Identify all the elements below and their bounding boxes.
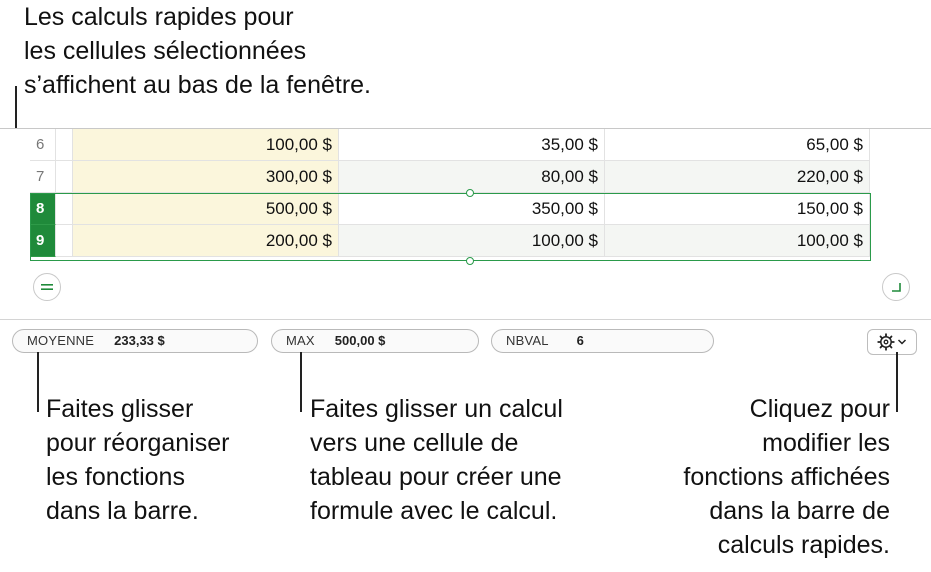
quick-calc-value: 500,00 $: [334, 333, 386, 348]
quick-calc-settings-button[interactable]: [867, 329, 917, 355]
table-cell[interactable]: 200,00 $: [73, 225, 339, 257]
table-cell[interactable]: 65,00 $: [605, 129, 870, 161]
quick-calc-value: 233,33 $: [114, 333, 165, 348]
row-header-selected[interactable]: 8: [30, 193, 56, 225]
table-cell[interactable]: 300,00 $: [73, 161, 339, 193]
callout-text-line: fonctions affichées: [683, 463, 890, 491]
table-cell[interactable]: 350,00 $: [339, 193, 605, 225]
callout-left: [46, 392, 229, 528]
selection-handle-top[interactable]: [466, 189, 474, 197]
callout-right: [683, 392, 890, 562]
table-cell[interactable]: 100,00 $: [73, 129, 339, 161]
quick-calc-item[interactable]: [12, 329, 258, 353]
callout-text-line: vers une cellule de: [310, 429, 519, 457]
gear-icon: [877, 333, 895, 351]
row-spacer: [56, 225, 73, 257]
row-header[interactable]: 6: [30, 129, 56, 161]
row-header-selected[interactable]: 9: [30, 225, 56, 257]
quick-calc-function: MOYENNE: [27, 333, 95, 348]
quick-calc-item[interactable]: [271, 329, 479, 353]
callout-text-line: Faites glisser un calcul: [310, 395, 563, 423]
corner-resize-icon: [889, 280, 903, 294]
quick-calc-item[interactable]: [491, 329, 714, 353]
table-cell[interactable]: 100,00 $: [605, 225, 870, 257]
callout-text-line: tableau pour créer une: [310, 463, 562, 491]
callout-text-line: Les calculs rapides pour: [24, 3, 294, 31]
quick-calc-function: MAX: [286, 333, 315, 348]
callout-text-line: pour réorganiser: [46, 429, 230, 457]
equals-icon: [40, 282, 54, 292]
callout-top: [24, 0, 371, 102]
table-cell[interactable]: 100,00 $: [339, 225, 605, 257]
callout-text-line: calculs rapides.: [717, 531, 890, 559]
row-spacer: [56, 161, 73, 193]
quick-calc-function: NBVAL: [506, 333, 549, 348]
callout-text-line: dans la barre.: [46, 497, 199, 525]
callout-text-line: s’affichent au bas de la fenêtre.: [24, 71, 371, 99]
callout-middle: [310, 392, 563, 528]
resize-table-button[interactable]: [882, 273, 910, 301]
chevron-down-icon: [897, 338, 907, 346]
table-cell[interactable]: 150,00 $: [605, 193, 870, 225]
table-cell[interactable]: 80,00 $: [339, 161, 605, 193]
row-header[interactable]: 7: [30, 161, 56, 193]
selection-handle-bottom[interactable]: [466, 257, 474, 265]
row-spacer: [56, 193, 73, 225]
table-cell[interactable]: 35,00 $: [339, 129, 605, 161]
callout-leader-line: [300, 352, 302, 412]
quick-calc-value: 6: [576, 333, 584, 348]
callout-text-line: les fonctions: [46, 463, 185, 491]
callout-text-line: Cliquez pour: [749, 395, 890, 423]
callout-text-line: modifier les: [762, 429, 890, 457]
callout-leader-line: [896, 352, 898, 412]
add-row-button[interactable]: [33, 273, 61, 301]
callout-text-line: Faites glisser: [46, 395, 194, 423]
callout-text-line: les cellules sélectionnées: [24, 37, 307, 65]
callout-text-line: dans la barre de: [709, 497, 890, 525]
table-cell[interactable]: 500,00 $: [73, 193, 339, 225]
row-spacer: [56, 129, 73, 161]
table-cell[interactable]: 220,00 $: [605, 161, 870, 193]
callout-leader-line: [37, 352, 39, 412]
quick-calc-bar: [0, 319, 931, 364]
spreadsheet-window: [0, 128, 931, 364]
callout-text-line: formule avec le calcul.: [310, 497, 558, 525]
